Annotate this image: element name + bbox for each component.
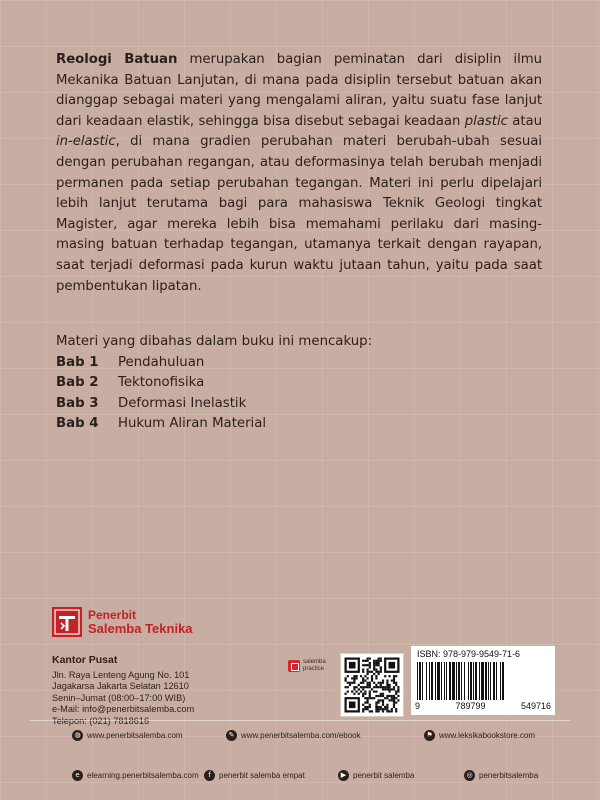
- chapter-number: Bab 4: [56, 416, 99, 432]
- toc-item: [56, 353, 372, 374]
- youtube-icon: ▶: [338, 770, 349, 781]
- link-ebook[interactable]: ✎ www.penerbitsalemba.com/ebook: [226, 730, 361, 741]
- cart-icon: ⚑: [424, 730, 435, 741]
- office-address-line: Jagakarsa Jakarta Selatan 12610: [52, 681, 189, 692]
- barcode-digit-group: 549716: [520, 701, 551, 711]
- publisher-name: [88, 608, 193, 636]
- link-bookstore[interactable]: ⚑ www.leksikabookstore.com: [424, 730, 535, 741]
- practice-line1: salemba: [303, 659, 326, 665]
- book-title: Reologi Batuan: [56, 52, 178, 67]
- isbn-barcode-box: [411, 646, 555, 715]
- chapter-number: Bab 3: [56, 395, 99, 411]
- chapter-title: Tektonofisika: [118, 375, 205, 391]
- practice-icon: [288, 660, 300, 672]
- description-text: , di mana gradien perubahan materi berubah-ubah sesuai dengan perubahan regangan, atau deformasinya telah berubah menjadi permanen pada setiap perubahan tegangan. Materi ini perlu dipelajari lebih lanjut terutama bagi para mahasiswa Teknik Geologi tingkat Magister, agar mereka lebih bisa memahami perilaku dari masing-masing batuan terhadap tegangan, utamanya terkait dengan rayapan, saat terjadi deformasi pada kurun waktu jutaan tahun, yaitu pada saat pembentukan lipatan.: [56, 134, 542, 294]
- toc-intro: Materi yang dibahas dalam buku ini mencakup:: [56, 334, 373, 349]
- toc-item: [56, 373, 372, 394]
- qr-code: [340, 653, 404, 717]
- chapter-number: Bab 1: [56, 354, 99, 370]
- isbn-label: ISBN: 978-979-9549-71-6: [417, 649, 521, 659]
- publisher-line2: Salemba Teknika: [88, 621, 193, 636]
- book-description: [56, 50, 542, 297]
- publisher-logo: [52, 607, 193, 637]
- publisher-line1: Penerbit: [88, 608, 137, 622]
- link-instagram[interactable]: ◎ penerbitsalemba: [464, 770, 538, 781]
- office-address-line: Jln. Raya Lenteng Agung No. 101: [52, 669, 190, 680]
- practice-line2: practice: [303, 666, 325, 672]
- barcode-digits: [415, 701, 551, 711]
- facebook-icon: f: [204, 770, 215, 781]
- table-of-contents: [56, 332, 372, 435]
- term-inelastic: in-elastic: [56, 134, 116, 150]
- chapter-title: Hukum Aliran Material: [118, 416, 267, 432]
- globe-icon: ◍: [72, 730, 83, 741]
- description-text: atau: [507, 113, 542, 129]
- instagram-icon: ◎: [464, 770, 475, 781]
- qr-code-icon: [341, 654, 403, 716]
- link-facebook[interactable]: f penerbit salemba empat: [204, 770, 305, 781]
- footer-divider: [30, 720, 570, 721]
- chapter-title: Deformasi Inelastik: [118, 395, 247, 411]
- description-text: merupakan bagian peminatan dari disiplin ilmu Mekanika Batuan Lanjutan, di mana pada disiplin tersebut batuan akan dianggap sebagai materi yang mengalami aliran, yaitu suatu fase lanjut dari keadaan elastik, sehingga bisa disebut sebagai keadaan: [56, 52, 542, 129]
- chapter-title: Pendahuluan: [118, 354, 205, 370]
- office-email: e-Mail: info@penerbitsalemba.com: [52, 704, 195, 715]
- head-office-info: [52, 655, 194, 728]
- toc-item: [56, 394, 372, 415]
- link-elearning[interactable]: e elearning.penerbitsalemba.com: [72, 770, 199, 781]
- link-website[interactable]: ◍ www.penerbitsalemba.com: [72, 730, 183, 741]
- term-plastic: plastic: [464, 113, 508, 129]
- chapter-number: Bab 2: [56, 375, 99, 391]
- elearning-icon: e: [72, 770, 83, 781]
- ebook-icon: ✎: [226, 730, 237, 741]
- barcode-icon: [415, 662, 551, 700]
- link-youtube[interactable]: ▶ penerbit salemba: [338, 770, 414, 781]
- toc-item: [56, 414, 372, 435]
- barcode-digit-group: 9: [415, 701, 421, 711]
- salemba-logo-icon: [52, 607, 82, 637]
- salemba-practice-badge: [288, 659, 326, 673]
- barcode-digit-group: 789799: [455, 701, 486, 711]
- office-heading: Kantor Pusat: [52, 654, 118, 666]
- office-phone: Telepon: (021) 7818616: [52, 715, 150, 726]
- office-hours: Senin–Jumat (08:00–17:00 WIB): [52, 692, 186, 703]
